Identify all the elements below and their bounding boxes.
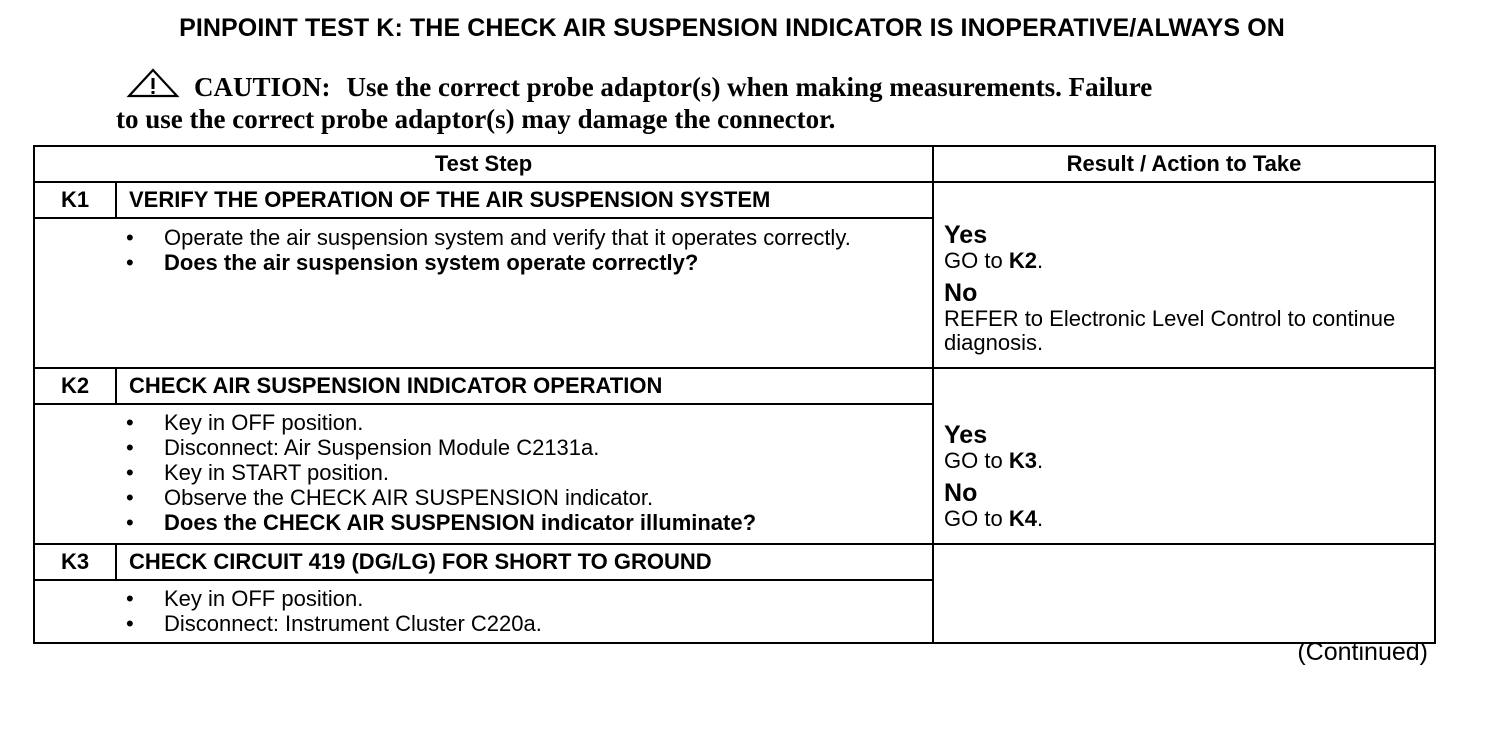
step-question: • Does the air suspension system operate correctly? [126,250,932,275]
step-heading: VERIFY THE OPERATION OF THE AIR SUSPENSION SYSTEM [116,182,933,218]
list-item: • Disconnect: Air Suspension Module C2131a. [126,435,932,460]
list-item: • Observe the CHECK AIR SUSPENSION indicator. [126,485,932,510]
step-result-cell [933,544,1435,643]
step-body [116,404,933,544]
step-question: • Does the CHECK AIR SUSPENSION indicator illuminate? [126,510,932,535]
list-item: • Operate the air suspension system and verify that it operates correctly. [126,225,932,250]
step-id: K3 [34,544,116,580]
table-header-row [34,146,1435,182]
step-body [116,580,933,643]
step-k3-header-row [34,544,1435,580]
page-title: PINPOINT TEST K: THE CHECK AIR SUSPENSION INDICATOR IS INOPERATIVE/ALWAYS ON [179,14,1285,42]
result-no-action: GO to K4. [944,506,1044,531]
step-heading: CHECK CIRCUIT 419 (DG/LG) FOR SHORT TO GROUND [116,544,933,580]
caution-label: CAUTION: [194,72,331,102]
step-k2-header-row [34,368,1435,404]
warning-triangle-icon [126,68,180,98]
caution-notice [116,68,1356,135]
result-no-label: No [944,479,978,507]
step-result-cell [933,182,1435,368]
list-item: • Key in OFF position. [126,410,932,435]
result-no-label: No [944,279,978,307]
result-yes-label: Yes [944,221,988,249]
header-test-step: Test Step [34,146,933,182]
continued-note: (Continued) [1297,638,1428,666]
list-item: • Disconnect: Instrument Cluster C220a. [126,611,932,636]
result-yes-label: Yes [944,421,988,449]
result-yes-action: GO to K3. [944,448,1044,473]
step-result-cell [933,368,1435,544]
header-result: Result / Action to Take [933,146,1435,182]
result-no-action: REFER to Electronic Level Control to continue diagnosis. [944,306,1396,355]
pinpoint-test-table [33,145,1436,644]
caution-text-line2: to use the correct probe adaptor(s) may damage the connector. [116,104,836,134]
step-id: K1 [34,182,116,218]
list-item: • Key in OFF position. [126,586,932,611]
result-yes-action: GO to K2. [944,248,1044,273]
step-body [116,218,933,368]
list-item: • Key in START position. [126,460,932,485]
caution-text-line1: Use the correct probe adaptor(s) when making measurements. Failure [346,72,1153,102]
step-k1-header-row [34,182,1435,218]
step-id: K2 [34,368,116,404]
step-heading: CHECK AIR SUSPENSION INDICATOR OPERATION [116,368,933,404]
